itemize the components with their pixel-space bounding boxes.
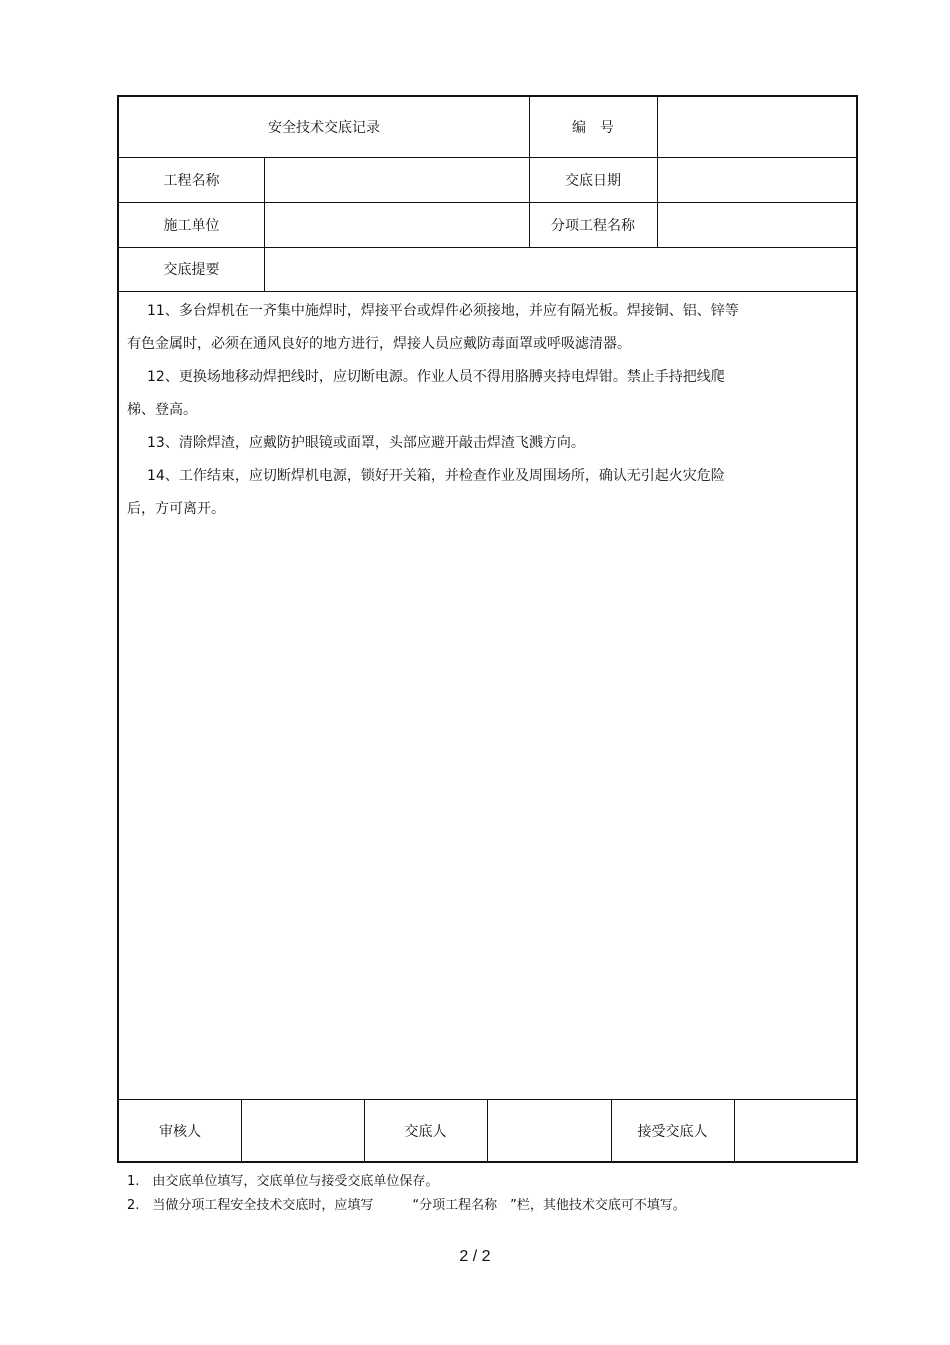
date-field[interactable] bbox=[657, 157, 858, 202]
content-line: 后，方可离开。 bbox=[127, 501, 225, 517]
number-label: 编 号 bbox=[572, 120, 614, 136]
summary-field[interactable] bbox=[264, 247, 858, 291]
disclosure-form bbox=[117, 95, 858, 1163]
sub-project-field[interactable] bbox=[657, 202, 858, 247]
reviewer-field[interactable] bbox=[241, 1099, 364, 1163]
content-line: 11、多台焊机在一齐集中施焊时，焊接平台或焊件必须接地，并应有隔光板。焊接铜、铝、锌等 bbox=[147, 303, 739, 319]
content-line: 12、更换场地移动焊把线时，应切断电源。作业人员不得用胳膊夹持电焊钳。禁止手持把线爬 bbox=[147, 369, 725, 385]
page-number: 2 / 2 bbox=[459, 1248, 491, 1265]
form-notes bbox=[127, 1170, 686, 1218]
receiver-label: 接受交底人 bbox=[637, 1124, 708, 1140]
contractor-label: 施工单位 bbox=[163, 217, 220, 234]
number-field[interactable] bbox=[657, 97, 858, 157]
row-divider bbox=[119, 291, 858, 292]
reviewer-label: 审核人 bbox=[159, 1124, 201, 1140]
note-line: 1. 由交底单位填写，交底单位与接受交底单位保存。 bbox=[127, 1174, 439, 1189]
contractor-field[interactable] bbox=[264, 202, 529, 247]
content-line: 13、清除焊渣，应戴防护眼镜或面罩，头部应避开敲击焊渣飞溅方向。 bbox=[147, 435, 585, 451]
content-line: 有色金属时，必须在通风良好的地方进行，焊接人员应戴防毒面罩或呼吸滤清器。 bbox=[127, 336, 631, 352]
content-line: 梯、登高。 bbox=[127, 402, 197, 418]
form-title: 安全技术交底记录 bbox=[268, 120, 380, 136]
content-line: 14、工作结束，应切断焊机电源，锁好开关箱，并检查作业及周围场所，确认无引起火灾危险 bbox=[147, 468, 725, 484]
sub-project-label: 分项工程名称 bbox=[551, 217, 635, 234]
discloser-label: 交底人 bbox=[404, 1124, 447, 1140]
project-name-label: 工程名称 bbox=[163, 172, 220, 189]
project-name-field[interactable] bbox=[264, 157, 529, 202]
discloser-field[interactable] bbox=[487, 1099, 611, 1163]
date-label: 交底日期 bbox=[565, 172, 621, 189]
disclosure-content bbox=[127, 295, 777, 526]
receiver-field[interactable] bbox=[734, 1099, 858, 1163]
summary-label: 交底提要 bbox=[163, 262, 220, 278]
note-line: 2. 当做分项工程安全技术交底时，应填写 “分项工程名称 ”栏，其他技术交底可不填写。 bbox=[127, 1198, 686, 1213]
